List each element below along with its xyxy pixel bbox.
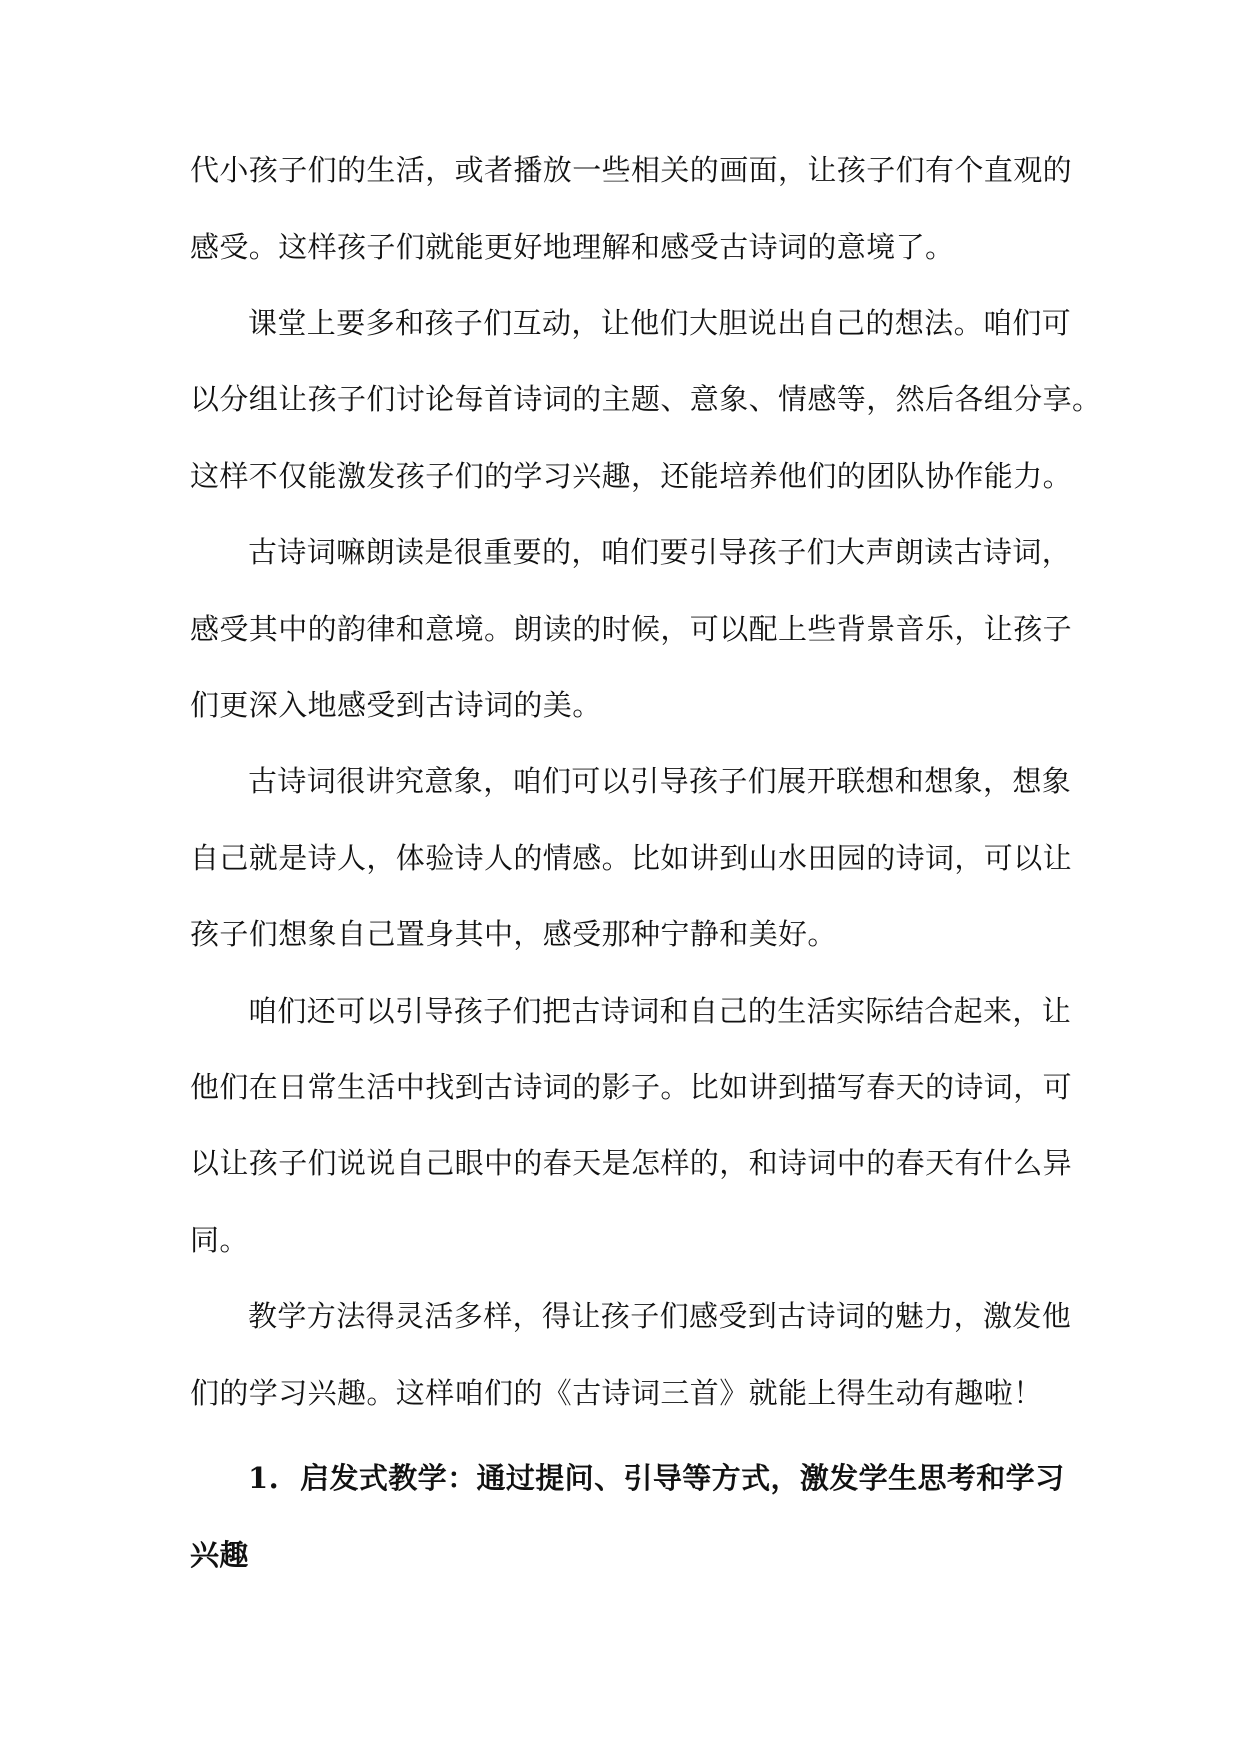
paragraph-line: 感受其中的韵律和意境。朗读的时候，可以配上些背景音乐，让孩子 [190,612,1073,646]
paragraph-line: 以分组让孩子们讨论每首诗词的主题、意象、情感等，然后各组分享。 [190,382,1102,416]
paragraph-line: 他们在日常生活中找到古诗词的影子。比如讲到描写春天的诗词，可 [190,1070,1073,1104]
paragraph-line: 古诗词很讲究意象，咱们可以引导孩子们展开联想和想象，想象 [248,764,1072,798]
paragraph-line: 教学方法得灵活多样，得让孩子们感受到古诗词的魅力，激发他 [248,1299,1072,1333]
heading-number: 1. [248,1461,280,1495]
paragraph-line: 自己就是诗人，体验诗人的情感。比如讲到山水田园的诗词，可以让 [190,841,1073,875]
paragraph-line: 课堂上要多和孩子们互动，让他们大胆说出自己的想法。咱们可 [248,306,1072,340]
heading-text: 启发式教学：通过提问、引导等方式，激发学生思考和学习 [300,1461,1065,1495]
paragraph-line: 这样不仅能激发孩子们的学习兴趣，还能培养他们的团队协作能力。 [190,459,1073,493]
paragraph-line: 古诗词嘛朗读是很重要的，咱们要引导孩子们大声朗读古诗词， [248,535,1072,569]
paragraph-line: 代小孩子们的生活，或者播放一些相关的画面，让孩子们有个直观的 [190,153,1073,187]
paragraph-line: 感受。这样孩子们就能更好地理解和感受古诗词的意境了。 [190,230,955,264]
paragraph-line: 同。 [190,1223,249,1257]
paragraph-line: 们更深入地感受到古诗词的美。 [190,688,602,722]
paragraph-line: 孩子们想象自己置身其中，感受那种宁静和美好。 [190,917,837,951]
paragraph-line: 咱们还可以引导孩子们把古诗词和自己的生活实际结合起来，让 [248,994,1072,1028]
paragraph-line: 们的学习兴趣。这样咱们的《古诗词三首》就能上得生动有趣啦！ [190,1376,1043,1410]
section-heading-continuation: 兴趣 [190,1538,249,1572]
section-heading [248,1458,1070,1498]
paragraph-line: 以让孩子们说说自己眼中的春天是怎样的，和诗词中的春天有什么异 [190,1146,1073,1180]
